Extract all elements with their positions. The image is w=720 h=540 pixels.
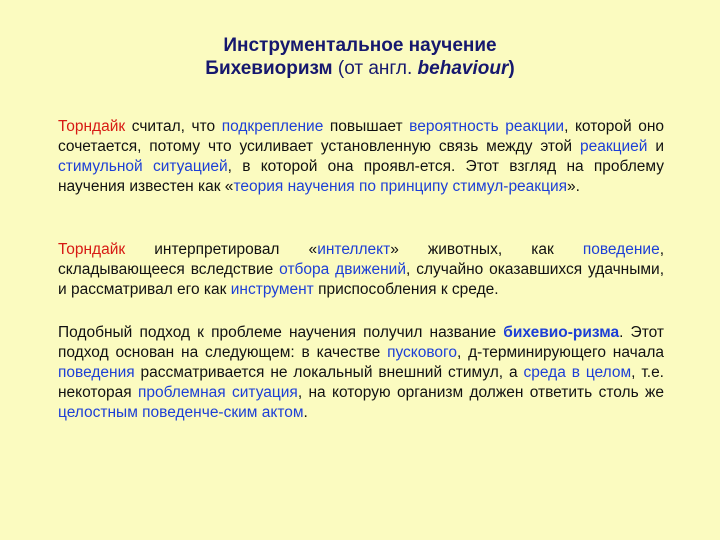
- title-origin: от англ.: [344, 58, 418, 79]
- slide-title: [0, 34, 720, 80]
- p2-term: интеллект: [317, 241, 391, 258]
- title-line-2: [0, 57, 720, 80]
- p1-term: теория научения по принципу стимул-реакция: [233, 178, 568, 195]
- title-paren-open: (: [332, 58, 345, 79]
- p3-text: . Этот подход основан на следующем: в качестве: [58, 324, 664, 361]
- p2-author: Торндайк: [58, 241, 126, 258]
- p3-text: рассматривается не локальный внешний стимул, а: [134, 364, 524, 381]
- p2-term: инструмент: [230, 281, 314, 298]
- p2-text: » животных, как: [390, 241, 583, 258]
- title-english-word: behaviour: [417, 58, 509, 79]
- title-term: Бихевиоризм: [205, 58, 333, 79]
- p1-term: подкрепление: [221, 118, 324, 135]
- p1-text: ».: [567, 178, 580, 195]
- p3-text: , д-терминирующего начала: [456, 344, 664, 361]
- p3-term: среда в целом: [523, 364, 632, 381]
- paragraph-3: [58, 323, 664, 423]
- p1-term: реакцией: [579, 138, 648, 155]
- p2-text: приспособления к среде.: [313, 281, 499, 298]
- p3-text: .: [303, 404, 308, 421]
- title-paren-close: ): [508, 58, 515, 79]
- p1-term: вероятность реакции: [409, 118, 565, 135]
- p1-text: , в которой она проявл-ется. Этот взгляд на проблему научения известен как «: [58, 158, 664, 195]
- p2-text: интерпретировал «: [125, 241, 318, 258]
- p3-term: целостным поведенче-ским актом: [58, 404, 304, 421]
- paragraph-2: [58, 240, 664, 300]
- p3-text: , т.е. некоторая: [58, 364, 664, 401]
- p1-text: считал, что: [125, 118, 222, 135]
- p1-author: Торндайк: [58, 118, 126, 135]
- p3-key-term: бихевио-ризма: [503, 324, 620, 341]
- p2-term: поведение: [582, 241, 660, 258]
- p3-text: Подобный подход к проблеме научения получил название: [58, 324, 504, 341]
- p3-text: , на которую организм должен ответить столь же: [297, 384, 664, 401]
- p2-text: , складывающееся вследствие: [58, 241, 664, 278]
- p1-text: и: [647, 138, 664, 155]
- p1-text: повышает: [323, 118, 410, 135]
- p3-term: поведения: [58, 364, 135, 381]
- p2-text: , случайно оказавшихся удачными, и рассматривал его как: [58, 261, 664, 298]
- title-line-1: Инструментальное научение: [223, 35, 497, 56]
- p2-term: отбора движений: [279, 261, 406, 278]
- p3-term: проблемная ситуация: [137, 384, 298, 401]
- paragraph-1: [58, 117, 664, 197]
- p3-term: пускового: [387, 344, 457, 361]
- p1-text: , которой оно сочетается, потому что усиливает установленную связь между этой: [58, 118, 665, 155]
- p1-term: стимульной ситуацией: [58, 158, 228, 175]
